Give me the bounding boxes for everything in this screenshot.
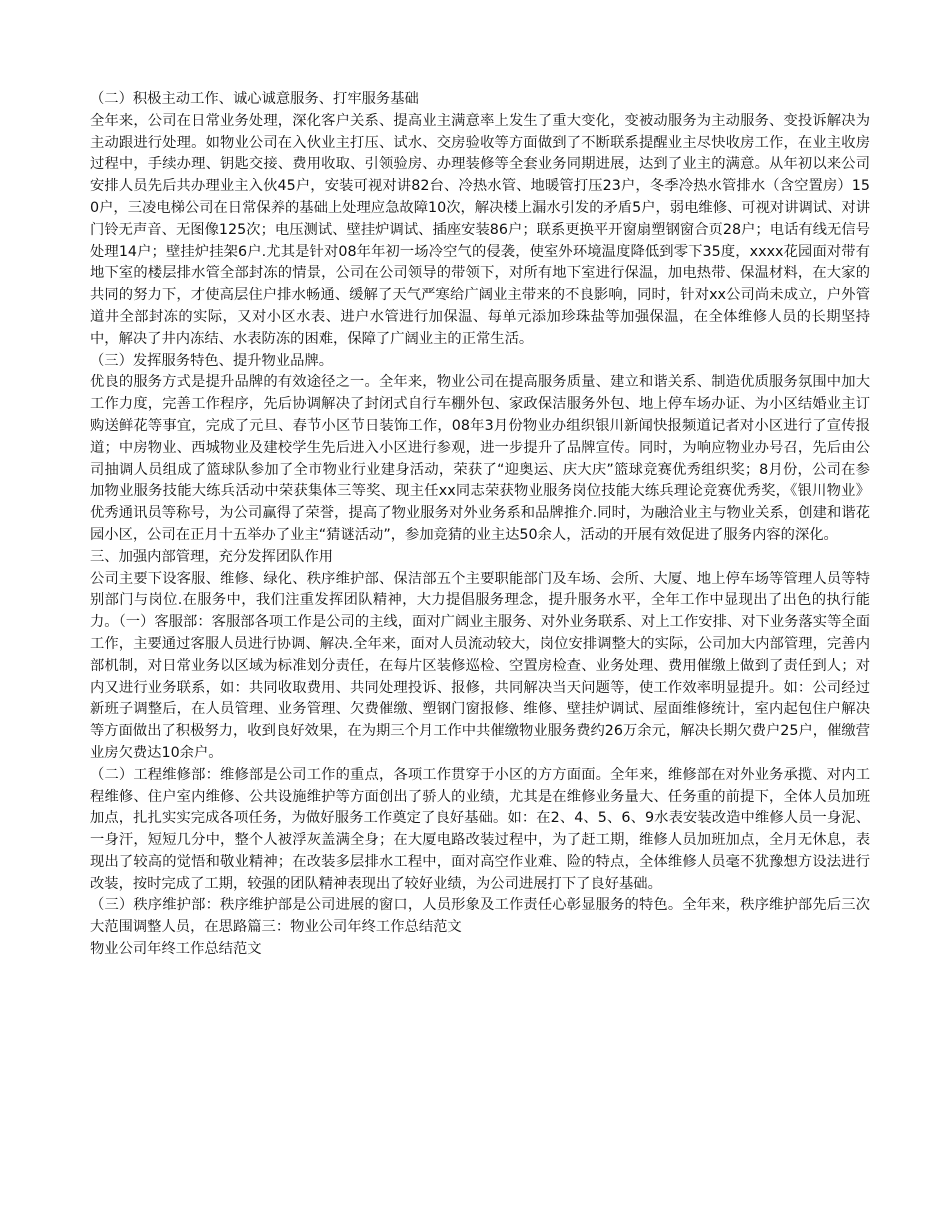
body-paragraph-maintenance: （二）工程维修部：维修部是公司工作的重点，各项工作贯穿于小区的方方面面。全年来，维修部在对外业务承揽、对内工程维修、住户室内维修、公共设施维护等方面创出了骄人的业绩，尤其是在维修业务量大、任务重的前提下，全体人员加班加点，扎扎实实完成各项任务，为做好服务工作奠定了良好基础。如：在2、4、5、6、9水表安装改造中维修人员一身泥、一身汗，短短几分中，整个人被浮灰盖满全身；在大厦电路改装过程中，为了赶工期，维修人员加班加点，全月无休息，表现出了较高的觉悟和敬业精神；在改装多层排水工程中，面对高空作业难、险的特点，全体维修人员毫不犹豫想方设法进行改装，按时完成了工期，较强的团队精神表现出了较好业绩，为公司进展打下了良好基础。 — [90, 766, 870, 892]
body-paragraph-service: 全年来，公司在日常业务处理，深化客户关系、提高业主满意率上发生了重大变化，变被动服务为主动服务、变投诉解决为主动跟进行处理。如物业公司在入伙业主打压、试水、交房验收等方面做到了不断联系提醒业主尽快收房工作，在业主收房过程中，手续办理、钥匙交接、费用收取、引领验房、办理装修等全套业务同期进展，达到了业主的满意。从年初以来公司安排人员先后共办理业主入伙45户，安装可视对讲82台、冷热水管、地暖管打压23户，冬季冷热水管排水（含空置房）150户，三凌电梯公司在日常保养的基础上处理应急故障10次，解决楼上漏水引发的矛盾5户，弱电维修、可视对讲调试、对讲门铃无声音、无图像125次；电压测试、壁挂炉调试、插座安装86户；联系更换平开窗扇塑钢窗合页28户；电话有线无信号处理14户；壁挂炉挂架6户.尤其是针对08年年初一场冷空气的侵袭，使室外环境温度降低到零下35度，xxxx花园面对带有地下室的楼层排水管全部封冻的情景，公司在公司领导的带领下，对所有地下室进行保温，加电热带、保温材料，在大家的共同的努力下，才使高层住户排水畅通、缓解了天气严寒给广阔业主带来的不良影响，同时，针对xx公司尚未成立，户外管道井全部封冻的实际，又对小区水表、进户水管进行加保温、每单元添加珍珠盐等加强保温，在全体维修人员的长期坚持中，解决了井内冻结、水表防冻的困难，保障了广阔业主的正常生活。 — [90, 112, 870, 347]
section-heading-3: （三）发挥服务特色、提升物业品牌。 — [90, 352, 334, 369]
section-heading-2: （二）积极主动工作、诚心诚意服务、打牢服务基础 — [90, 91, 419, 107]
chapter-heading-3: 三、加强内部管理，充分发挥团队作用 — [90, 548, 334, 565]
document-title-footer: 物业公司年终工作总结范文 — [90, 941, 262, 958]
body-paragraph-brand: 优良的服务方式是提升品牌的有效途径之一。全年来，物业公司在提高服务质量、建立和谐关系、制造优质服务氛围中加大工作力度，完善工作程序，先后协调解决了封闭式自行车棚外包、家政保洁服务外包、地上停车场办证、为小区结婚业主订购送鲜花等事宜，完成了元旦、春节小区节日装饰工作，08年3月份物业办组织银川新闻快报频道记者对小区进行了宣传报道；中房物业、西城物业及建校学生先后进入小区进行参观，进一步提升了品牌宣传。同时，为响应物业办号召，先后由公司抽调人员组成了篮球队参加了全市物业行业建身活动，荣获了“迎奥运、庆大庆”篮球竞赛优秀组织奖；8月份，公司在参加物业服务技能大练兵活动中荣获集体三等奖、现主任xx同志荣获物业服务岗位技能大练兵理论竞赛优秀奖，《银川物业》优秀通讯员等称号，为公司赢得了荣誉，提高了物业服务对外业务系和品牌推介.同时，为融洽业主与物业关系，创建和谐花园小区，公司在正月十五举办了业主“猜谜活动”，参加竞猜的业主达50余人，活动的开展有效促进了服务内容的深化。 — [90, 374, 870, 543]
body-paragraph-management: 公司主要下设客服、维修、绿化、秩序维护部、保洁部五个主要职能部门及车场、会所、大厦、地上停车场等管理人员等特别部门与岗位.在服务中，我们注重发挥团队精神，大力提倡服务理念，提升服务水平，全年工作中显现出了出色的执行能力。（一）客服部：客服部各项工作是公司的主线，面对广阔业主服务、对外业务联系、对上工作安排、对下业务落实等全面工作，主要通过客服人员进行协调、解决.全年来，面对人员流动较大，岗位安排调整大的实际，公司加大内部管理，完善内部机制，对日常业务以区域为标准划分责任，在每片区装修巡检、空置房检查、业务处理、费用催缴上做到了责任到人；对内又进行业务联系，如：共同收取费用、共同处理投诉、报修，共同解决当天问题等，使工作效率明显提升。如：公司经过新班子调整后，在人员管理、业务管理、欠费催缴、塑钢门窗报修、维修、壁挂炉调试、屋面维修统计，室内起包住户解决等方面做出了积极努力，收到良好效果，在为期三个月工作中共催缴物业服务费约26万余元，解决长期欠费户25户，催缴营业房欠费达10余户。 — [90, 570, 870, 761]
body-paragraph-security: （三）秩序维护部：秩序维护部是公司进展的窗口，人员形象及工作责任心彰显服务的特色。全年来，秩序维护部先后三次大范围调整人员，在思路篇三：物业公司年终工作总结范文 — [90, 897, 870, 936]
document-page — [90, 89, 870, 961]
